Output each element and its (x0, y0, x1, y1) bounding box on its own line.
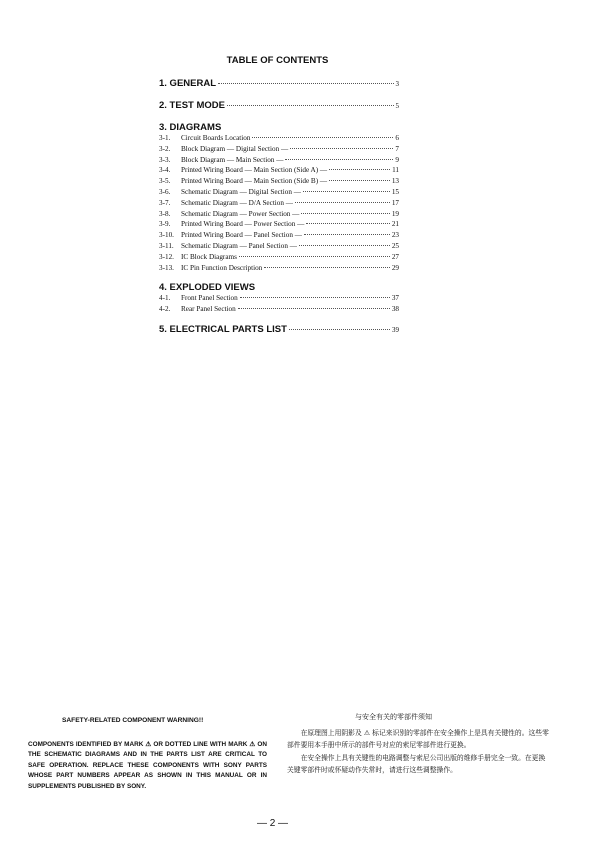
toc-section-general[interactable] (159, 78, 399, 89)
exploded-list (159, 293, 399, 315)
entry-number: 4-2. (159, 305, 171, 314)
leader-dots (295, 202, 390, 203)
entry-title: IC Block Diagrams (181, 252, 237, 261)
page-ref: 29 (391, 263, 399, 272)
chinese-paragraph-2: 在安全操作上具有关键性的电路调整与索尼公司出版的维修手册完全一致。在更换关键零部件时或怀疑动作失常时，请进行这些调整操作。 (287, 753, 546, 775)
toc-entry[interactable] (159, 241, 399, 252)
entry-title: Rear Panel Section (181, 305, 236, 314)
entry-title: Schematic Diagram — Digital Section — (181, 187, 301, 196)
entry-title: Circuit Boards Location (181, 134, 251, 142)
entry-number: 3-1. (159, 134, 171, 142)
toc-title: TABLE OF CONTENTS (226, 55, 329, 66)
page-ref: 15 (391, 187, 399, 196)
toc-entry[interactable] (159, 219, 399, 230)
page-ref: 23 (391, 231, 399, 240)
entry-title: Schematic Diagram — D/A Section — (181, 198, 293, 207)
entry-number: 3-9. (159, 220, 171, 229)
entry-number: 3-2. (159, 144, 171, 153)
chinese-warning-title: 与安全有关的零部件须知 (355, 713, 432, 721)
toc-entry[interactable] (159, 304, 399, 315)
entry-title: Block Diagram — Main Section — (181, 155, 284, 164)
page-ref: 7 (395, 144, 399, 153)
entry-number: 3-3. (159, 155, 171, 164)
toc-entry[interactable] (159, 198, 399, 209)
entry-title: Front Panel Section (181, 294, 238, 303)
toc-section-test-mode[interactable] (159, 100, 399, 111)
section-label: 2. TEST MODE (159, 100, 225, 111)
leader-dots (304, 234, 390, 235)
toc-entry[interactable] (159, 133, 399, 144)
safety-warning-title: SAFETY-RELATED COMPONENT WARNING!! (62, 717, 204, 724)
leader-dots (218, 83, 393, 84)
toc-section-parts-list[interactable] (159, 324, 399, 335)
leader-dots (238, 308, 390, 309)
page-ref: 37 (391, 294, 399, 303)
page-ref: 3 (395, 80, 399, 88)
entry-number: 3-8. (159, 209, 171, 218)
page-ref: 21 (391, 220, 399, 229)
table-of-contents (159, 78, 399, 335)
entry-title: Printed Wiring Board — Main Section (Side A) — (181, 166, 328, 175)
diagrams-heading: 3. DIAGRAMS (159, 122, 222, 133)
page-ref: 27 (391, 252, 399, 261)
chinese-paragraph-1: 在原理图上用阴影及 ⚠ 标记来识别的零部件在安全操作上是具有关键性的。这些零部件要用本手册中所示的部件号对应的索尼零部件进行更换。 (287, 729, 549, 750)
toc-entry[interactable] (159, 252, 399, 263)
leader-dots (227, 105, 394, 106)
safety-warning-body: COMPONENTS IDENTIFIED BY MARK ⚠ OR DOTTED LINE WITH MARK ⚠ ON THE SCHEMATIC DIAGRAMS AND IN THE PARTS LIST ARE CRITICAL TO SAFE OPERATION. REPLACE THESE COMPONENTS WITH SONY PARTS WHOSE PART NUMBERS APPEAR AS SHOWN IN THIS MANUAL OR IN SUPPLEMENTS PUBLISHED BY SONY. (28, 741, 267, 790)
page-ref: 19 (391, 209, 399, 218)
leader-dots (299, 245, 390, 246)
leader-dots (239, 256, 390, 257)
toc-entry[interactable] (159, 230, 399, 241)
diagram-list (159, 133, 399, 273)
toc-entry[interactable] (159, 187, 399, 198)
page-ref: 25 (391, 241, 399, 250)
section-label: 5. ELECTRICAL PARTS LIST (159, 323, 287, 335)
page-ref: 17 (391, 198, 399, 207)
leader-dots (240, 297, 390, 298)
entry-number: 3-12. (159, 252, 174, 261)
entry-title: Schematic Diagram — Power Section — (181, 209, 300, 218)
toc-entry[interactable] (159, 176, 399, 187)
toc-entry[interactable] (159, 263, 399, 274)
entry-title: Schematic Diagram — Panel Section — (181, 241, 297, 250)
entry-number: 4-1. (159, 294, 171, 303)
page-ref: 9 (395, 155, 399, 164)
toc-entry[interactable] (159, 165, 399, 176)
exploded-views-heading: 4. EXPLODED VIEWS (159, 282, 256, 294)
page-ref: 11 (392, 166, 399, 175)
entry-number: 3-11. (159, 241, 174, 250)
entry-title: Block Diagram — Digital Section — (181, 144, 289, 153)
page-ref: 5 (395, 102, 399, 110)
page-ref: 13 (391, 177, 399, 186)
chinese-warning-body (287, 727, 549, 777)
leader-dots (264, 267, 390, 268)
leader-dots (301, 213, 389, 214)
entry-number: 3-10. (159, 231, 174, 240)
entry-number: 3-13. (159, 263, 174, 272)
leader-dots (329, 180, 390, 181)
entry-title: Printed Wiring Board — Power Section — (181, 220, 305, 229)
page-ref: 38 (391, 305, 399, 314)
leader-dots (285, 159, 393, 160)
toc-entry[interactable] (159, 293, 399, 304)
leader-dots (303, 191, 390, 192)
page-ref: 39 (392, 325, 399, 334)
toc-entry[interactable] (159, 209, 399, 220)
entry-title: Printed Wiring Board — Panel Section — (181, 231, 302, 240)
page-number: — 2 — (256, 818, 289, 829)
entry-number: 3-6. (159, 187, 171, 196)
page-ref: 6 (395, 134, 399, 142)
entry-number: 3-4. (159, 166, 171, 175)
leader-dots (306, 223, 389, 224)
entry-number: 3-7. (159, 198, 171, 207)
entry-title: Printed Wiring Board — Main Section (Side B) — (181, 177, 328, 186)
toc-entry[interactable] (159, 144, 399, 155)
section-label: 1. GENERAL (159, 78, 217, 89)
leader-dots (252, 137, 393, 138)
toc-entry[interactable] (159, 155, 399, 166)
leader-dots (329, 169, 390, 170)
entry-number: 3-5. (159, 177, 171, 186)
entry-title: IC Pin Function Description (181, 263, 263, 272)
leader-dots (289, 329, 390, 330)
leader-dots (290, 148, 393, 149)
